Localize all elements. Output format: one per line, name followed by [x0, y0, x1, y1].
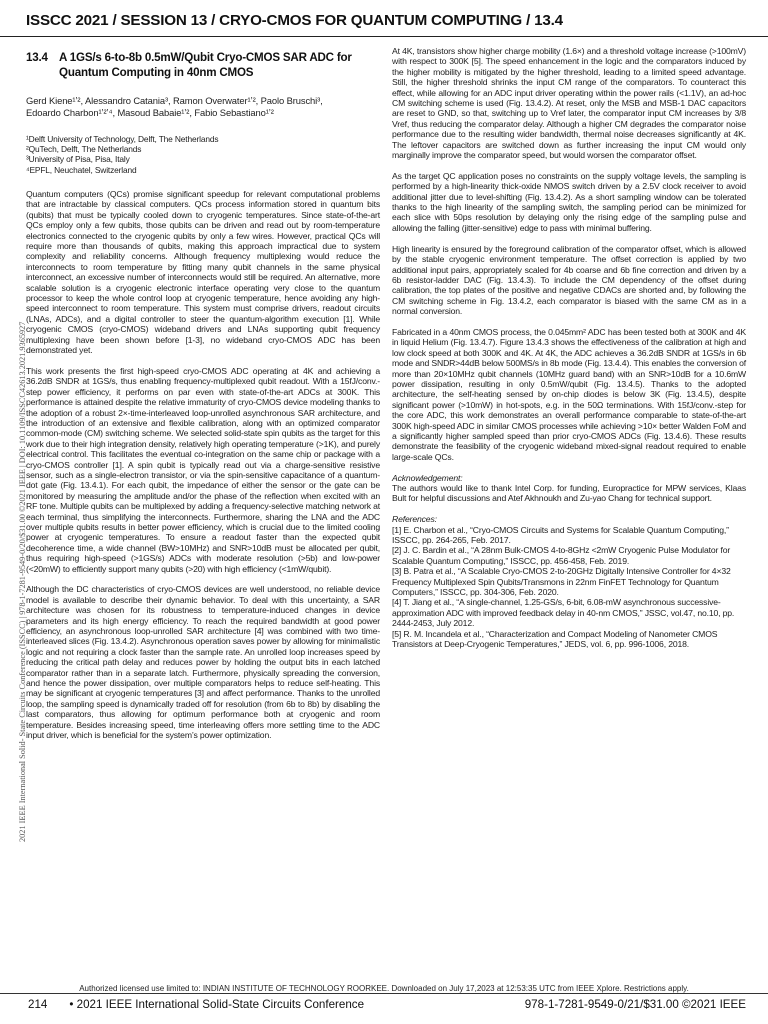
body-paragraph: This work presents the first high-speed cryo-CMOS ADC operating at 4K and achieving a 36.2dB SNDR at 1GS/s, thus enabling frequency-multiplexed qubit readout. With a 15fJ/conv.-step power efficiency, it performs on par even with state-of-the-art ADCs at 300K. This performance is attained despite the relative immaturity of cryo-CMOS device modeling thanks to the adoption of a robust 2×-time-interleaved loop-unrolled asynchronous SAR architecture, and the introduction of an extensive and flexible calibration, along with an optimized comparator common-mode (CM) switching scheme. We selected solid-state spin qubits as the target for this work due to their high integration density, relatively high operating temperature (>1K), and purely electrical control. This facilitates the eventual co-integration on the same chip or package with a cryo-CMOS controller [1]. A spin qubit is typically read out via a charge-sensitive resistive sensor, such as a single-electron transistor, or via the spin-sensitive capacitance of a quantum-dot gate (Fig. 13.4.1). For each qubit, the impedance of either the sensor or the gate can be monitored by measuring the amplitude and/or the phase of the reflection when excited with an RF tone. Multiple qubits can be multiplexed by adding a frequency-selective matching network at each terminal, thus simplifying the interconnects. Furthermore, sharing the LNA and the ADC over multiple qubits results in better power efficiency, which is crucial due to the limited cooling power at cryogenic temperatures. To ensure a readout faster than the expected qubit decoherence time, a wide channel (BW>10MHz) and SNR>10dB must be allocated per qubit, thus requiring high-speed (>1GS/s) ADCs with moderate resolution (>5b) and low-power (<20mW) to efficiently support many qubits (>20) with high efficiency (<1mW/qubit).	[26, 365, 380, 574]
author-list	[26, 95, 380, 120]
body-paragraph: High linearity is ensured by the foreground calibration of the comparator offset, which is allowed by the stable cryogenic environment temperature. The offset correction is applied by two additional input pairs, appropriately scaled for 4b coarse and 6b fine correction and driven by a 6b resistor-ladder DAC (Fig. 13.4.3). To include the CM dependency of the offset during calibration, the top plates of the positive and negative CDACs are shorted and, by following the CM switching scheme in Fig. 13.4.2, each comparator is biased with the same CM as in a normal conversion.	[392, 243, 746, 317]
affiliation: ⁴EPFL, Neuchatel, Switzerland	[26, 164, 137, 175]
reference-item: [1] E. Charbon et al., “Cryo-CMOS Circuits and Systems for Scalable Quantum Computing,” ISSCC, pp. 264-265, Feb. 2017.	[392, 524, 729, 546]
paper-title-line-1: A 1GS/s 6-to-8b 0.5mW/Qubit Cryo-CMOS SAR ADC for	[59, 51, 352, 64]
footer-left	[28, 998, 364, 1011]
paper-title	[26, 51, 380, 80]
doi-sidebar-text: 2021 IEEE International Solid- State Circuits Conference (ISSCC) | 978-1-7281-9549-0/20/$31.00 ©2021 IEEE | DOI: 10.1109/ISSCC42613.2021.9365927	[18, 321, 27, 842]
affiliation: ¹Delft University of Technology, Delft, The Netherlands	[26, 133, 219, 144]
body-paragraph: Fabricated in a 40nm CMOS process, the 0.045mm² ADC has been tested both at 300K and 4K in liquid Helium (Fig. 13.4.7). Figure 13.4.3 shows the effectiveness of the calibration at high and low clock speed at both 300K and 4K. At 4K, the ADC achieves a 36.2dB SNDR at 1GS/s in 6b mode and SNDR>44dB below 500MS/s in 8b mode (Fig. 13.4.4). This enables the conversion of more than 20×10MHz qubit channels (10MHz guard band) with an SNR>10dB for a 10.6mW power dissipation, resulting in only 0.5mW/qubit (Fig. 13.4.5). Thanks to the adopted architecture, the self-heating sensed by on-chip diodes is below 3K (Fig. 13.4.5), despite significant power (>10mW) in hot-spots, e.g. in the 50Ω terminations. With 15fJ/conv.-step for the core ADC, this work demonstrates an overall performance comparable to state-of-the-art 300K high-speed ADC in similar CMOS processes while achieving >10× better Walden FoM and a significantly higher sampled speed than prior cryo-CMOS ADCs (Fig. 13.4.6). These results demonstrate the feasibility of the cryogenic wideband mixed-signal readout required to enable large-scale QCs.	[392, 326, 746, 462]
reference-list	[392, 525, 746, 650]
conference-name: 2021 IEEE International Solid-State Circuits Conference	[76, 998, 365, 1011]
header-rule	[0, 36, 768, 37]
doi-sidebar	[10, 192, 26, 842]
acknowledgement-text: The authors would like to thank Intel Corp. for funding, Europractice for MPW services, Klaas Bult for helpful discussions and Atef Akhnoukh and Zu-yao Chang for technical support.	[392, 483, 746, 504]
paper-number: 13.4	[26, 51, 48, 64]
paper-title-line-2: Quantum Computing in 40nm CMOS	[59, 65, 254, 79]
reference-item: [4] T. Jiang et al., “A single-channel, 1.25-GS/s, 6-bit, 6.08-mW asynchronous successive-approximation ADC with improved feedback delay in 40-nm CMOS,” JSSC, vol.47, no.10, pp. 2444-2453, July 2012.	[392, 597, 735, 629]
affiliation-list	[26, 134, 380, 175]
left-column	[26, 46, 380, 741]
isbn-copyright: 978-1-7281-9549-0/21/$31.00 ©2021 IEEE	[524, 998, 746, 1011]
authorization-notice: Authorized licensed use limited to: INDIAN INSTITUTE OF TECHNOLOGY ROORKEE. Downloaded on July 17,2023 at 12:53:35 UTC from IEEE Xplore. Restrictions apply.	[79, 984, 689, 993]
running-header: ISSCC 2021 / SESSION 13 / CRYO-CMOS FOR QUANTUM COMPUTING / 13.4	[26, 12, 563, 29]
reference-item: [5] R. M. Incandela et al., “Characterization and Compact Modeling of Nanometer CMOS Transistors at Deep-Cryogenic Temperatures,” JEDS, vol. 6, pp. 996-1006, 2018.	[392, 628, 718, 650]
body-paragraph: At 4K, transistors show higher charge mobility (1.6×) and a threshold voltage increase (>100mV) with respect to 300K [5]. The speed enhancement in the logic and the comparators induced by the higher mobility is mitigated by the higher threshold, leading to a limited speed advantage. Still, the higher threshold shrinks the input CM range of the comparators. To counteract this effect, while allowing for an ADC input driver operating within the power rails (<1.1V), an ad-hoc CM switching scheme is used (Fig. 13.4.2). At reset, only the MSB and MSB-1 DAC capacitors are reset to GND, so that, switching up to Vref later, the comparator input CM increases by 3/8 Vref, thus reducing the comparator delay. Although a higher CM degrades the comparator noise performance due to the resulting wider bandwidth, thermal noise decreases significantly at 4K. The leftover capacitors are switched down as further increasing the input CM would only marginally improve the comparator speed, but would worsen the comparator offset.	[392, 46, 746, 161]
affiliation: ³University of Pisa, Pisa, Italy	[26, 154, 130, 165]
authors-line-1: Gerd Kiene¹ʼ², Alessandro Catania³, Ramon Overwater¹ʼ², Paolo Bruschi³,	[26, 95, 323, 106]
body-paragraph: Quantum computers (QCs) promise significant speedup for relevant computational problems that are intractable by classical computers. QCs process information stored in quantum bits (qubits) that must be typically cooled down to cryogenic temperatures. Since state-of-the-art QCs employ only a few qubits, those qubits can be driven and read out by room-temperature electronics connected to the cryogenic qubits by only a few wires. However, practical QCs will require more than thousands of qubits, making this approach impractical due to system complexity and reliability concerns. Although frequency multiplexing would reduce the interconnects to room temperature by fitting many qubit channels in the same physical interconnect, an excessive number of interconnects would still be required. An alternative, more scalable solution is a cryogenic electronic interface operating very close to the quantum processor to keep the whole control loop at cryogenic temperature, hence avoiding any high-speed interconnect to room temperature. This system must comprise drivers, readout circuits (LNAs, ADCs), and a digital controller to steer the quantum-algorithm execution [1]. While cryogenic CMOS (cryo-CMOS) wideband drivers and LNAs supporting qubit frequency multiplexing have been shown before [1-3], no wideband cryo-CMOS ADC has been demonstrated yet.	[26, 189, 380, 356]
affiliation: ²QuTech, Delft, The Netherlands	[26, 144, 142, 155]
reference-item: [3] B. Patra et al., “A Scalable Cryo-CMOS 2-to-20GHz Digitally Intensive Controller for 4×32 Frequency Multiplexed Spin Qubits/Transmons in 22nm FinFET Technology for Quantum Computers,” ISSCC, pp. 304-306, Feb. 2020.	[392, 566, 731, 598]
reference-item: [2] J. C. Bardin et al., “A 28nm Bulk-CMOS 4-to-8GHz <2mW Cryogenic Pulse Modulator for Scalable Quantum Computing,” ISSCC, pp. 456-458, Feb. 2019.	[392, 545, 731, 566]
right-column	[392, 46, 746, 649]
authors-line-2: Edoardo Charbon¹ʼ²ʼ⁴, Masoud Babaie¹ʼ², Fabio Sebastiano¹ʼ²	[26, 107, 274, 119]
page-number: 214	[28, 998, 48, 1011]
body-paragraph: As the target QC application poses no constraints on the supply voltage levels, the sampling is performed by a high-linearity thick-oxide NMOS switch driven by a 2.5V clock receiver to avoid additional jitter due to level-shifting (Fig. 13.4.2). As a short sampling window can be tolerated thanks to the high linearity of the sampling switch, the sampling period can be minimized for each slice with 50ps resolution by delaying only the rising edge of the sampling pulse and allowing the falling (jitter-sensitive) edge to pass with minimal buffering.	[392, 170, 746, 233]
body-paragraph: Although the DC characteristics of cryo-CMOS devices are well understood, no reliable device model is available to describe their dynamic behavior. To deal with this uncertainty, a SAR architecture was chosen for its robustness to temperature-induced changes in device parameters and its high energy efficiency. To reach the required bandwidth at good power efficiency, an asynchronous loop-unrolled SAR architecture [4] was combined with two time-interleaved slices (Fig. 13.4.2). Asynchronous operation saves power by allowing for minimalistic logic and not requiring a clock faster than the sample rate. An unrolled loop increases speed by reducing the critical path delay and reduces power by holding the output bits in each latched comparator rather than in a separate latch. Furthermore, physically spreading the conversion, and hence the power dissipation, over multiple comparators helps to reduce self-heating. This may be significant at cryogenic temperatures [3] and affect performance. Thanks to the unrolled loop, the sampling speed is dynamically traded off for resolution (from 6b to 8b) by disabling the last comparators, thus allowing for optimum performance both at cryogenic and room temperature. Besides increasing speed, time interleaving offers more settling time to the ADC input driver, which is beneficial for the system’s power optimization.	[26, 584, 380, 741]
acknowledgement-heading: Acknowledgement:	[392, 472, 463, 483]
bullet-separator: •	[69, 998, 77, 1011]
footer-rule	[0, 993, 768, 994]
references-heading: References:	[392, 514, 437, 525]
